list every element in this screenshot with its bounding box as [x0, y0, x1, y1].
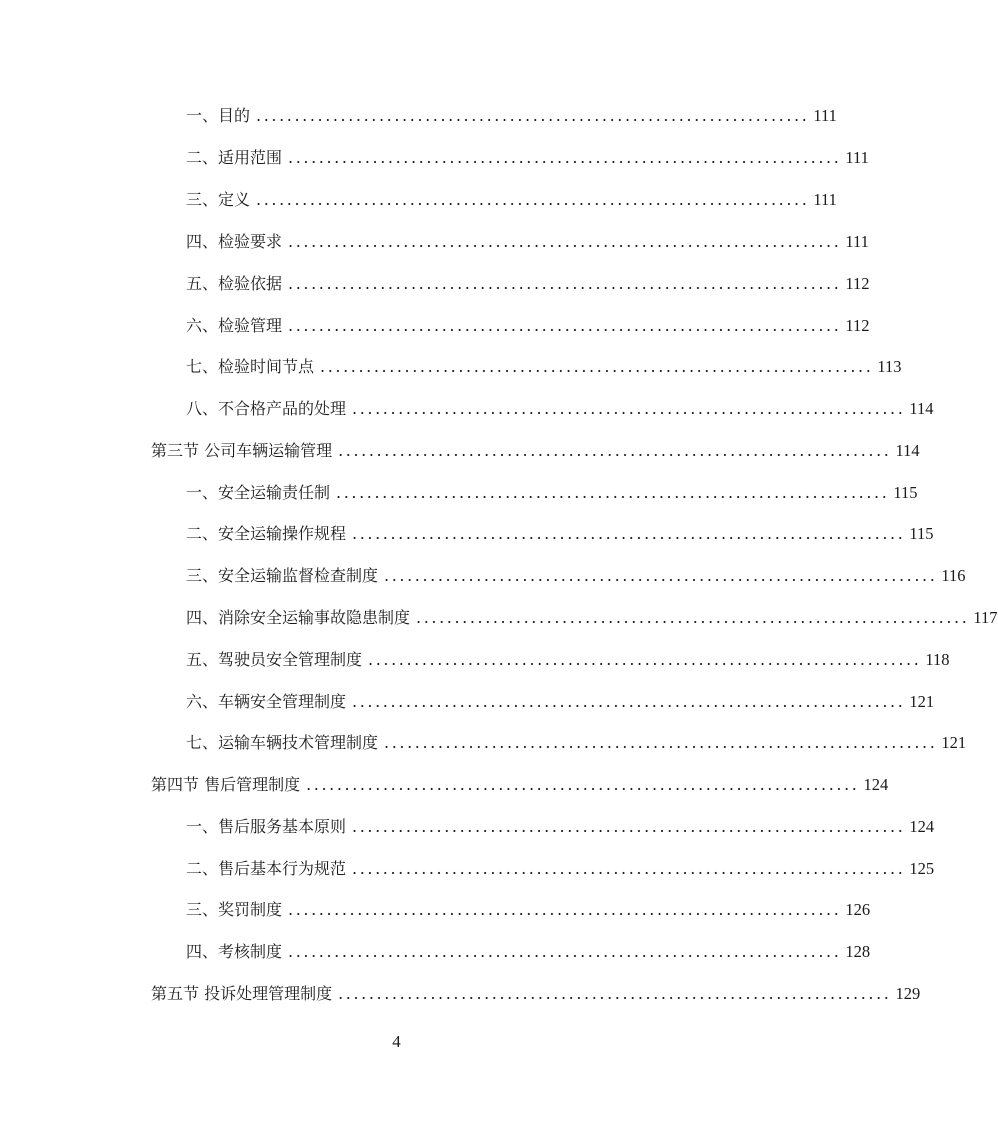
- page-number: 4: [392, 1032, 401, 1051]
- toc-entry-page: 128: [845, 942, 871, 961]
- toc-entry-title: 一、安全运输责任制: [186, 483, 331, 502]
- toc-entry[interactable]: [186, 186, 837, 214]
- toc-dot-leader: ........................................................................: [306, 775, 860, 794]
- toc-entry-title: 二、售后基本行为规范: [186, 859, 347, 878]
- toc-entry[interactable]: [186, 312, 870, 340]
- toc-entry-title: 三、定义: [186, 190, 251, 209]
- toc-entry[interactable]: [186, 855, 935, 883]
- toc-dot-leader: ........................................................................: [256, 190, 810, 209]
- toc-entry-page: 124: [863, 775, 889, 794]
- toc-entry-title: 五、驾驶员安全管理制度: [186, 650, 363, 669]
- toc-entry[interactable]: [186, 646, 950, 674]
- toc-entry-title: 三、奖罚制度: [186, 900, 283, 919]
- toc-dot-leader: ........................................................................: [288, 148, 842, 167]
- toc-entry-title: 第五节 投诉处理管理制度: [151, 984, 333, 1003]
- toc-entry[interactable]: [186, 395, 934, 423]
- toc-entry-title: 六、检验管理: [186, 316, 283, 335]
- toc-dot-leader: ........................................................................: [368, 650, 922, 669]
- toc-dot-leader: ........................................................................: [352, 859, 906, 878]
- toc-entry-page: 129: [895, 984, 921, 1003]
- toc-entry-title: 四、考核制度: [186, 942, 283, 961]
- toc-entry-title: 五、检验依据: [186, 274, 283, 293]
- toc-entry[interactable]: [186, 688, 935, 716]
- toc-dot-leader: ........................................................................: [288, 942, 842, 961]
- toc-entry-title: 二、适用范围: [186, 148, 283, 167]
- toc-dot-leader: ........................................................................: [352, 524, 906, 543]
- toc-entry-page: 111: [845, 232, 869, 251]
- toc-entry-page: 118: [925, 650, 950, 669]
- toc-dot-leader: ........................................................................: [288, 232, 842, 251]
- toc-entry-page: 121: [909, 692, 935, 711]
- toc-entry-title: 七、运输车辆技术管理制度: [186, 733, 379, 752]
- toc-entry-page: 111: [813, 190, 837, 209]
- toc-dot-leader: ........................................................................: [338, 441, 892, 460]
- toc-entry-page: 114: [895, 441, 920, 460]
- toc-entry[interactable]: [186, 520, 934, 548]
- toc-dot-leader: ........................................................................: [336, 483, 890, 502]
- toc-dot-leader: ........................................................................: [256, 106, 810, 125]
- toc-entry-title: 一、售后服务基本原则: [186, 817, 347, 836]
- toc-entry[interactable]: [186, 353, 902, 381]
- toc-entry[interactable]: [186, 144, 869, 172]
- toc-entry-section[interactable]: [151, 980, 921, 1008]
- toc-entry-title: 一、目的: [186, 106, 251, 125]
- toc-entry-page: 116: [941, 566, 966, 585]
- toc-dot-leader: ........................................................................: [384, 733, 938, 752]
- toc-entry-page: 115: [909, 524, 934, 543]
- toc-dot-leader: ........................................................................: [352, 399, 906, 418]
- toc-entry-page: 115: [893, 483, 918, 502]
- toc-entry-page: 124: [909, 817, 935, 836]
- toc-entry-section[interactable]: [151, 437, 920, 465]
- toc-dot-leader: ........................................................................: [384, 566, 938, 585]
- toc-entry-title: 第四节 售后管理制度: [151, 775, 301, 794]
- toc-entry-title: 六、车辆安全管理制度: [186, 692, 347, 711]
- toc-entry-title: 七、检验时间节点: [186, 357, 315, 376]
- toc-entry[interactable]: [186, 479, 918, 507]
- toc-entry[interactable]: [186, 562, 966, 590]
- toc-entry-page: 125: [909, 859, 935, 878]
- toc-entry[interactable]: [186, 896, 871, 924]
- toc-entry-page: 121: [941, 733, 967, 752]
- toc-entry[interactable]: [186, 938, 871, 966]
- toc-dot-leader: ........................................................................: [352, 817, 906, 836]
- toc-dot-leader: ........................................................................: [288, 316, 842, 335]
- toc-dot-leader: ........................................................................: [320, 357, 874, 376]
- toc-entry[interactable]: [186, 102, 837, 130]
- toc-entry-page: 112: [845, 316, 870, 335]
- toc-dot-leader: ........................................................................: [288, 900, 842, 919]
- toc-entry-title: 四、检验要求: [186, 232, 283, 251]
- toc-entry-title: 四、消除安全运输事故隐患制度: [186, 608, 411, 627]
- toc-entry-page: 111: [813, 106, 837, 125]
- toc-dot-leader: ........................................................................: [288, 274, 842, 293]
- toc-entry-title: 第三节 公司车辆运输管理: [151, 441, 333, 460]
- toc-entry-page: 117: [973, 608, 998, 627]
- toc-entry-page: 111: [845, 148, 869, 167]
- toc-entry-page: 114: [909, 399, 934, 418]
- toc-entry-title: 八、不合格产品的处理: [186, 399, 347, 418]
- toc-entry-page: 113: [877, 357, 902, 376]
- toc-entry[interactable]: [186, 813, 935, 841]
- toc-dot-leader: ........................................................................: [416, 608, 970, 627]
- toc-entry-title: 三、安全运输监督检查制度: [186, 566, 379, 585]
- toc-dot-leader: ........................................................................: [352, 692, 906, 711]
- toc-entry[interactable]: [186, 604, 998, 632]
- toc-entry-section[interactable]: [151, 771, 889, 799]
- toc-entry-page: 126: [845, 900, 871, 919]
- toc-entry-page: 112: [845, 274, 870, 293]
- toc-entry[interactable]: [186, 729, 967, 757]
- toc-entry-title: 二、安全运输操作规程: [186, 524, 347, 543]
- toc-entry[interactable]: [186, 228, 869, 256]
- toc-dot-leader: ........................................................................: [338, 984, 892, 1003]
- toc-entry[interactable]: [186, 270, 870, 298]
